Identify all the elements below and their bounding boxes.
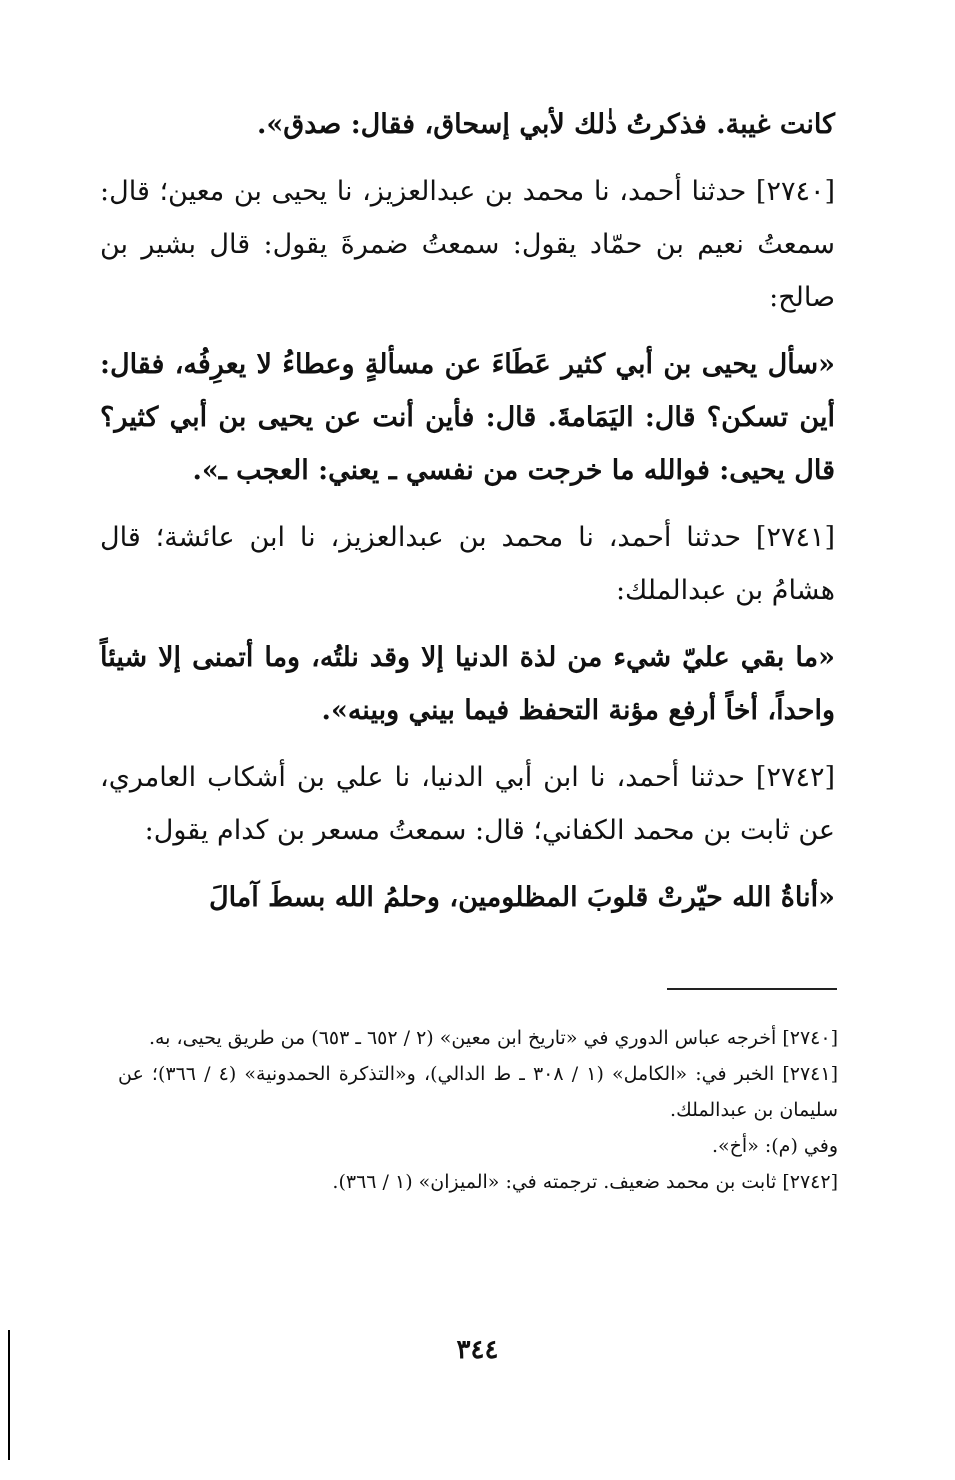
- footnote-2740: [٢٧٤٠] أخرجه عباس الدوري في «تاريخ ابن معين» (٢ / ٦٥٢ ـ ٦٥٣) من طريق يحيى، به.: [148, 1027, 838, 1049]
- footnotes: [118, 1020, 838, 1200]
- footnote-2741: [٢٧٤١] الخبر في: «الكامل» (١ / ٣٠٨ ـ ط الدالي)، و«التذكرة الحمدونية» (٤ / ٣٦٦)؛ عن سليمان بن عبدالملك.: [118, 1063, 839, 1121]
- paragraph-2742-header: [٢٧٤٢] حدثنا أحمد، نا ابن أبي الدنيا، نا علي بن أشكاب العامري، عن ثابت بن محمد الكفاني؛ قال: سمعتُ مسعر بن كدام يقول:: [100, 762, 835, 846]
- paragraph-2740-header: [٢٧٤٠] حدثنا أحمد، نا محمد بن عبدالعزيز، نا يحيى بن معين؛ قال: سمعتُ نعيم بن حمّاد يقول: سمعتُ ضمرةَ يقول: قال بشير بن صالح:: [100, 176, 835, 313]
- paragraph-2741-quote: «ما بقي عليّ شيء من لذة الدنيا إلا وقد نلتُه، وما أتمنى إلا شيئاً واحداً، أخاً أرفع مؤنة التحفظ فيما بيني وبينه».: [100, 642, 835, 726]
- footnote-2741-variant: وفي (م): «أخ».: [712, 1135, 838, 1157]
- footnote-2742: [٢٧٤٢] ثابت بن محمد ضعيف. ترجمته في: «الميزان» (١ / ٣٦٦).: [332, 1171, 838, 1193]
- paragraph-2741-header: [٢٧٤١] حدثنا أحمد، نا محمد بن عبدالعزيز، نا ابن عائشة؛ قال هشامُ بن عبدالملك:: [100, 522, 835, 606]
- paragraph-2740-quote: «سأل يحيى بن أبي كثير عَطَاءَ عن مسألةٍ وعطاءُ لا يعرِفُه، فقال: أين تسكن؟ قال: اليَمَامةَ. قال: فأين أنت عن يحيى بن أبي كثير؟ قال يحيى: فوالله ما خرجت من نفسي ـ يعني: العجب ـ».: [100, 349, 835, 486]
- main-text: [100, 98, 835, 924]
- paragraph-intro: كانت غيبة. فذكرتُ ذٰلك لأبي إسحاق، فقال: صدق».: [256, 109, 835, 140]
- footnote-divider: [667, 988, 837, 990]
- scan-edge-line: [8, 1330, 10, 1460]
- paragraph-2742-quote: «أناةُ الله حيّرتْ قلوبَ المظلومين، وحلمُ الله بسطَ آمالَ: [208, 882, 835, 913]
- page-number: ٣٤٤: [456, 1335, 499, 1365]
